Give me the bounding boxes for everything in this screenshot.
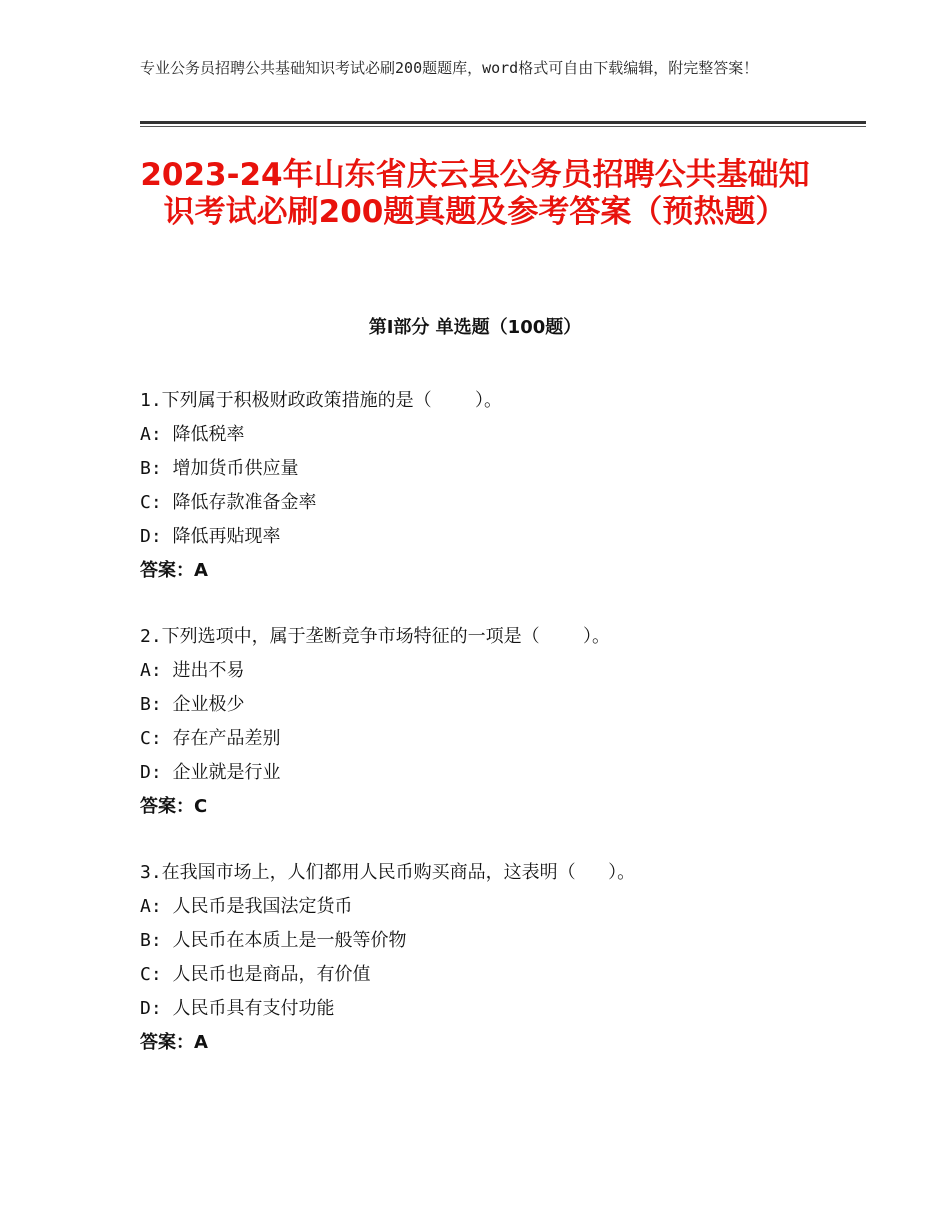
header-divider-thin [140, 126, 866, 127]
answer-label: 答案：C [140, 796, 208, 817]
section-title: 第Ⅰ部分 单选题（100题） [368, 317, 582, 338]
header-divider-thick [140, 121, 866, 124]
question-list [140, 384, 860, 1092]
option-d: D: 降低再贴现率 [140, 526, 281, 547]
option-c: C: 降低存款准备金率 [140, 492, 317, 513]
option-d: D: 企业就是行业 [140, 762, 281, 783]
question-stem: 1.下列属于积极财政政策措施的是（ ）。 [140, 390, 503, 411]
option-d: D: 人民币具有支付功能 [140, 998, 335, 1019]
option-b: B: 企业极少 [140, 694, 245, 715]
option-a: A: 进出不易 [140, 660, 245, 681]
question-stem: 2.下列选项中，属于垄断竞争市场特征的一项是（ ）。 [140, 626, 611, 647]
option-a: A: 人民币是我国法定货币 [140, 896, 353, 917]
answer-label: 答案：A [140, 560, 208, 581]
question-2 [140, 620, 860, 824]
question-stem: 3.在我国市场上，人们都用人民币购买商品，这表明（ ）。 [140, 862, 636, 883]
option-c: C: 人民币也是商品，有价值 [140, 964, 371, 985]
question-1 [140, 384, 860, 588]
option-c: C: 存在产品差别 [140, 728, 281, 749]
question-3 [140, 856, 860, 1060]
answer-label: 答案：A [140, 1032, 208, 1053]
document-title: 2023-24年山东省庆云县公务员招聘公共基础知识考试必刷200题真题及参考答案（预热题） [140, 157, 810, 230]
option-b: B: 人民币在本质上是一般等价物 [140, 930, 407, 951]
header-note: 专业公务员招聘公共基础知识考试必刷200题题库，word格式可自由下载编辑，附完整答案！ [140, 59, 759, 77]
option-a: A: 降低税率 [140, 424, 245, 445]
option-b: B: 增加货币供应量 [140, 458, 299, 479]
